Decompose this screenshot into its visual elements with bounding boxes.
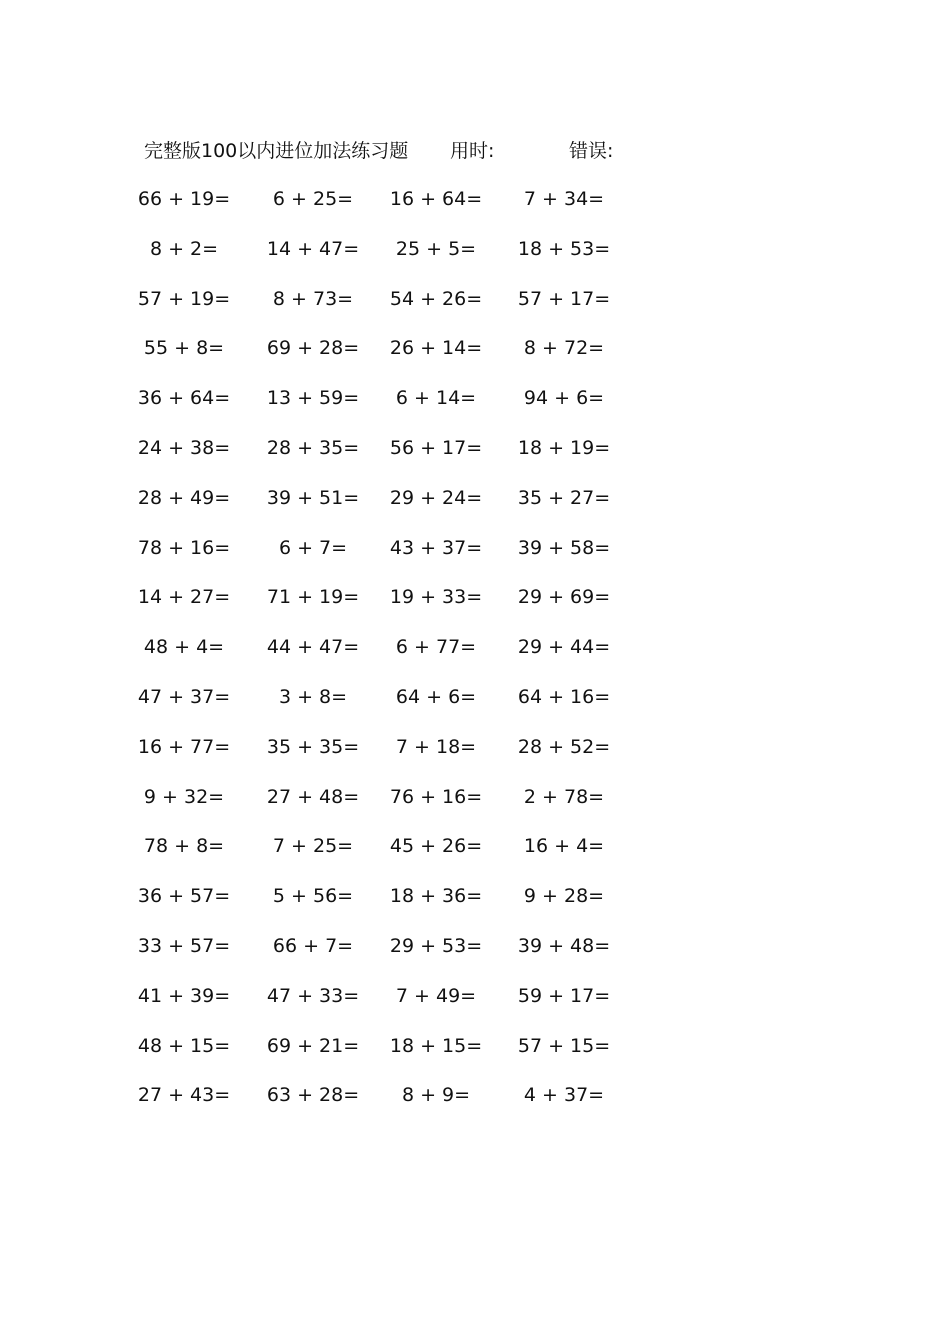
problem-row [0, 881, 950, 931]
addition-problem: 8 + 9= [401, 1084, 471, 1107]
addition-problem: 48 + 4= [143, 636, 225, 659]
problem-row [0, 383, 950, 433]
addition-problem: 55 + 8= [143, 337, 225, 360]
addition-problem: 64 + 16= [517, 685, 611, 708]
addition-problem: 64 + 6= [395, 685, 477, 708]
addition-problem: 57 + 17= [517, 287, 611, 310]
problem-grid [0, 184, 950, 1130]
addition-problem: 66 + 7= [272, 934, 354, 957]
addition-problem: 27 + 48= [266, 785, 360, 808]
addition-problem: 41 + 39= [137, 984, 231, 1007]
addition-problem: 18 + 15= [389, 1034, 483, 1057]
addition-problem: 45 + 26= [389, 835, 483, 858]
problem-row [0, 1080, 950, 1130]
problem-row [0, 732, 950, 782]
addition-problem: 29 + 69= [517, 586, 611, 609]
problem-row [0, 234, 950, 284]
time-used-label: 用时: [450, 140, 495, 162]
addition-problem: 57 + 19= [137, 287, 231, 310]
problem-row [0, 632, 950, 682]
addition-problem: 7 + 25= [272, 835, 354, 858]
addition-problem: 69 + 21= [266, 1034, 360, 1057]
addition-problem: 6 + 7= [278, 536, 348, 559]
addition-problem: 33 + 57= [137, 934, 231, 957]
problem-row [0, 483, 950, 533]
problem-row [0, 184, 950, 234]
addition-problem: 9 + 32= [143, 785, 225, 808]
addition-problem: 14 + 27= [137, 586, 231, 609]
worksheet-header [144, 136, 664, 166]
addition-problem: 39 + 58= [517, 536, 611, 559]
addition-problem: 18 + 53= [517, 237, 611, 260]
problem-row [0, 831, 950, 881]
addition-problem: 5 + 56= [272, 885, 354, 908]
addition-problem: 28 + 52= [517, 735, 611, 758]
addition-problem: 24 + 38= [137, 436, 231, 459]
addition-problem: 8 + 73= [272, 287, 354, 310]
addition-problem: 47 + 37= [137, 685, 231, 708]
addition-problem: 7 + 18= [395, 735, 477, 758]
addition-problem: 16 + 4= [523, 835, 605, 858]
addition-problem: 9 + 28= [523, 885, 605, 908]
addition-problem: 71 + 19= [266, 586, 360, 609]
addition-problem: 28 + 35= [266, 436, 360, 459]
addition-problem: 7 + 34= [523, 188, 605, 210]
problem-row [0, 782, 950, 832]
addition-problem: 29 + 53= [389, 934, 483, 957]
addition-problem: 14 + 47= [266, 237, 360, 260]
addition-problem: 39 + 51= [266, 486, 360, 509]
addition-problem: 36 + 57= [137, 885, 231, 908]
addition-problem: 29 + 44= [517, 636, 611, 659]
addition-problem: 76 + 16= [389, 785, 483, 808]
addition-problem: 18 + 36= [389, 885, 483, 908]
addition-problem: 3 + 8= [278, 685, 348, 708]
addition-problem: 7 + 49= [395, 984, 477, 1007]
problem-row [0, 1031, 950, 1081]
problem-row [0, 284, 950, 334]
addition-problem: 69 + 28= [266, 337, 360, 360]
addition-problem: 48 + 15= [137, 1034, 231, 1057]
problem-row [0, 582, 950, 632]
addition-problem: 28 + 49= [137, 486, 231, 509]
addition-problem: 27 + 43= [137, 1084, 231, 1107]
addition-problem: 36 + 64= [137, 387, 231, 410]
addition-problem: 47 + 33= [266, 984, 360, 1007]
addition-problem: 94 + 6= [523, 387, 605, 410]
addition-problem: 18 + 19= [517, 436, 611, 459]
addition-problem: 78 + 16= [137, 536, 231, 559]
addition-problem: 13 + 59= [266, 387, 360, 410]
addition-problem: 56 + 17= [389, 436, 483, 459]
addition-problem: 19 + 33= [389, 586, 483, 609]
addition-problem: 8 + 72= [523, 337, 605, 360]
problem-row [0, 433, 950, 483]
addition-problem: 57 + 15= [517, 1034, 611, 1057]
addition-problem: 8 + 2= [149, 237, 219, 260]
problem-row [0, 682, 950, 732]
addition-problem: 66 + 19= [137, 188, 231, 210]
addition-problem: 2 + 78= [523, 785, 605, 808]
addition-problem: 43 + 37= [389, 536, 483, 559]
addition-problem: 16 + 77= [137, 735, 231, 758]
addition-problem: 63 + 28= [266, 1084, 360, 1107]
addition-problem: 44 + 47= [266, 636, 360, 659]
addition-problem: 6 + 14= [395, 387, 477, 410]
addition-problem: 26 + 14= [389, 337, 483, 360]
addition-problem: 54 + 26= [389, 287, 483, 310]
worksheet-title: 完整版100以内进位加法练习题 [144, 140, 409, 162]
addition-problem: 59 + 17= [517, 984, 611, 1007]
addition-problem: 16 + 64= [389, 188, 483, 210]
problem-row [0, 533, 950, 583]
addition-problem: 6 + 25= [272, 188, 354, 210]
addition-problem: 4 + 37= [523, 1084, 605, 1107]
addition-problem: 25 + 5= [395, 237, 477, 260]
addition-problem: 35 + 35= [266, 735, 360, 758]
problem-row [0, 981, 950, 1031]
error-count-label: 错误: [569, 140, 614, 162]
problem-row [0, 931, 950, 981]
addition-problem: 39 + 48= [517, 934, 611, 957]
addition-problem: 29 + 24= [389, 486, 483, 509]
addition-problem: 78 + 8= [143, 835, 225, 858]
addition-problem: 6 + 77= [395, 636, 477, 659]
problem-row [0, 333, 950, 383]
addition-problem: 35 + 27= [517, 486, 611, 509]
